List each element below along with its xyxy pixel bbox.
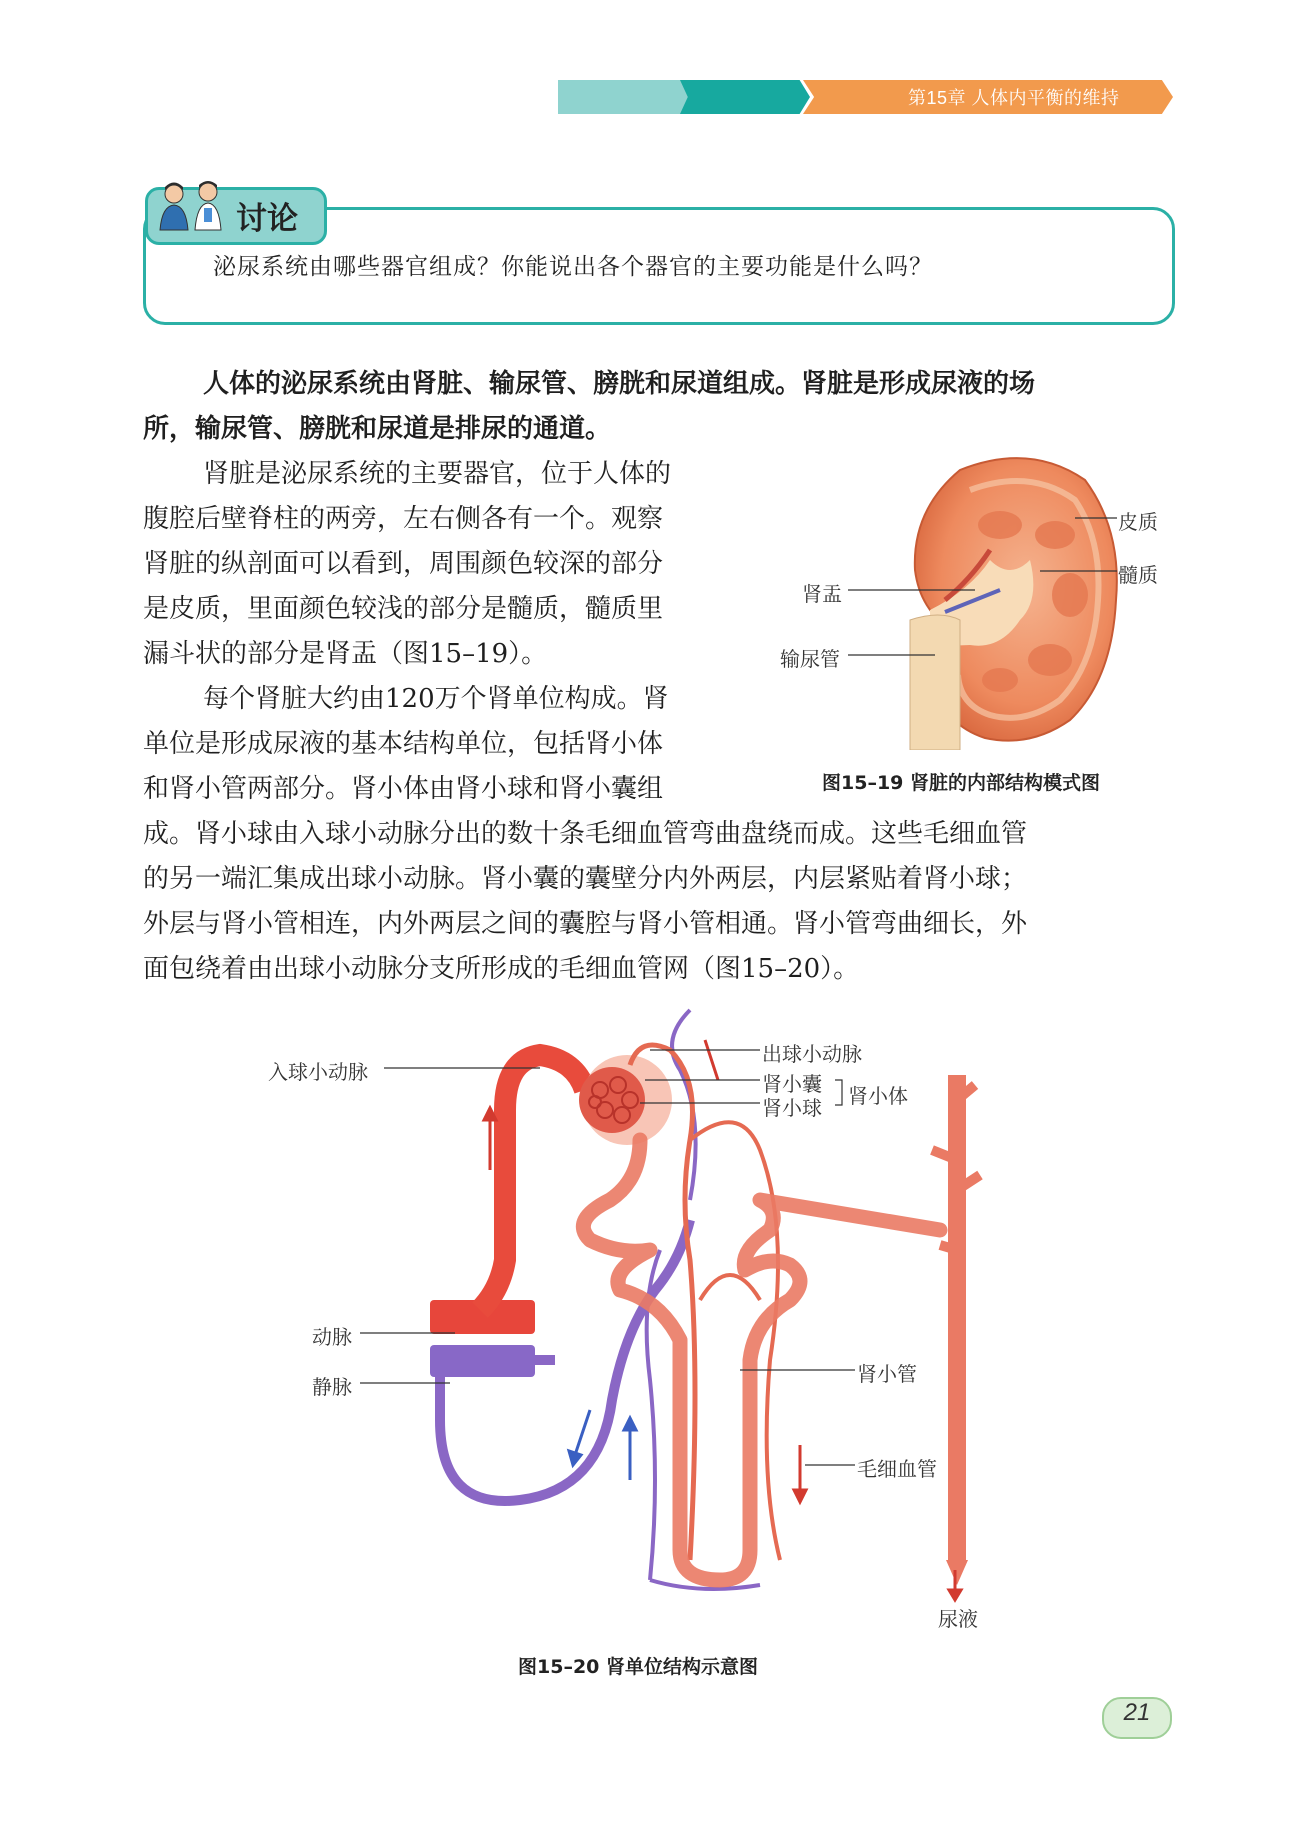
para1-line: 肾脏的纵剖面可以看到，周围颜色较深的部分 <box>143 549 664 579</box>
para1-line: 漏斗状的部分是肾盂（图15–19）。 <box>143 639 548 669</box>
intro-bold-line-2: 所，输尿管、膀胱和尿道是排尿的通道。 <box>143 414 612 444</box>
para2-line: 成。肾小球由入球小动脉分出的数十条毛细血管弯曲盘绕而成。这些毛细血管 <box>143 819 1028 849</box>
label-vein: 静脉 <box>312 1375 352 1399</box>
label-afferent-arteriole: 入球小动脉 <box>268 1060 368 1084</box>
chapter-title: 第15章 人体内平衡的维持 <box>908 88 1120 108</box>
label-cortex: 皮质 <box>1118 510 1158 534</box>
label-glomerulus: 肾小球 <box>762 1096 822 1120</box>
label-capillary: 毛细血管 <box>857 1457 937 1481</box>
label-renal-corpuscle: 肾小体 <box>848 1084 908 1108</box>
para2-line: 的另一端汇集成出球小动脉。肾小囊的囊壁分内外两层，内层紧贴着肾小球； <box>143 864 1028 894</box>
para2-line: 面包绕着由出球小动脉分支所形成的毛细血管网（图15–20）。 <box>143 954 860 984</box>
para2-line: 每个肾脏大约由120万个肾单位构成。肾 <box>203 684 669 714</box>
para1-line: 腹腔后壁脊柱的两旁，左右侧各有一个。观察 <box>143 504 664 534</box>
para1-line: 肾脏是泌尿系统的主要器官，位于人体的 <box>203 459 672 489</box>
figure-15-20-caption: 图15–20 肾单位结构示意图 <box>518 1656 758 1678</box>
label-artery: 动脉 <box>312 1325 352 1349</box>
label-efferent-arteriole: 出球小动脉 <box>762 1042 862 1066</box>
discussion-question: 泌尿系统由哪些器官组成？你能说出各个器官的主要功能是什么吗？ <box>213 254 933 280</box>
label-renal-tubule: 肾小管 <box>857 1362 917 1386</box>
para1-line: 是皮质，里面颜色较浅的部分是髓质，髓质里 <box>143 594 664 624</box>
label-ureter: 输尿管 <box>780 647 840 671</box>
label-urine: 尿液 <box>938 1607 978 1631</box>
label-renal-capsule: 肾小囊 <box>762 1072 822 1096</box>
page-number: 21 <box>1102 1697 1172 1739</box>
intro-bold-line-1: 人体的泌尿系统由肾脏、输尿管、膀胱和尿道组成。肾脏是形成尿液的场 <box>203 369 1036 399</box>
label-medulla: 髓质 <box>1118 563 1158 587</box>
discussion-title: 讨论 <box>236 201 298 237</box>
label-renal-pelvis: 肾盂 <box>802 582 842 606</box>
para2-line: 和肾小管两部分。肾小体由肾小球和肾小囊组 <box>143 774 664 804</box>
para2-line: 单位是形成尿液的基本结构单位，包括肾小体 <box>143 729 664 759</box>
para2-line: 外层与肾小管相连，内外两层之间的囊腔与肾小管相通。肾小管弯曲细长，外 <box>143 909 1028 939</box>
figure-15-19-caption: 图15–19 肾脏的内部结构模式图 <box>822 772 1100 794</box>
